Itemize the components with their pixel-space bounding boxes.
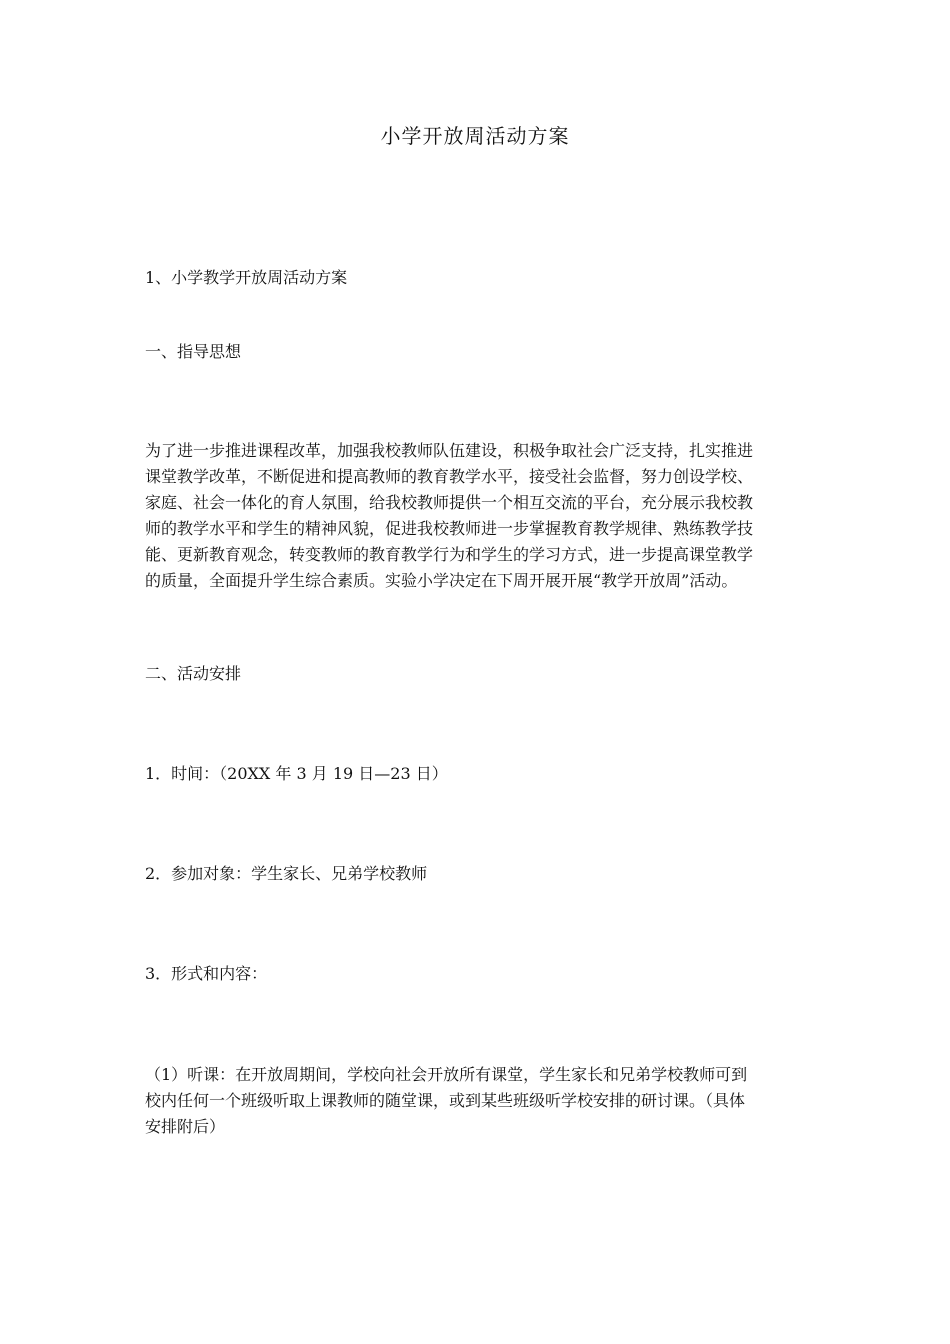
paragraph-line: 校内任何一个班级听取上课教师的随堂课，或到某些班级听学校安排的研讨课。（具体 bbox=[145, 1091, 746, 1110]
paragraph-line: 为了进一步推进课程改革，加强我校教师队伍建设，积极争取社会广泛支持，扎实推进 bbox=[145, 441, 754, 460]
heading-1: 1、小学教学开放周活动方案 bbox=[145, 268, 348, 287]
paragraph-line: 能、更新教育观念，转变教师的教育教学行为和学生的学习方式，进一步提高课堂教学 bbox=[145, 545, 754, 564]
section-heading-activity-plan: 二、活动安排 bbox=[145, 664, 242, 683]
document-title: 小学开放周活动方案 bbox=[380, 124, 570, 148]
paragraph-line: （1）听课：在开放周期间，学校向社会开放所有课堂，学生家长和兄弟学校教师可到 bbox=[145, 1065, 748, 1084]
paragraph-line: 家庭、社会一体化的育人氛围，给我校教师提供一个相互交流的平台，充分展示我校教 bbox=[145, 493, 754, 512]
item-participants: 2．参加对象：学生家长、兄弟学校教师 bbox=[145, 864, 428, 883]
paragraph-line: 课堂教学改革，不断促进和提高教师的教育教学水平，接受社会监督，努力创设学校、 bbox=[145, 467, 754, 486]
paragraph-guiding-idea bbox=[145, 438, 807, 594]
paragraph-line: 师的教学水平和学生的精神风貌，促进我校教师进一步掌握教育教学规律、熟练教学技 bbox=[145, 519, 754, 538]
paragraph-line: 的质量，全面提升学生综合素质。实验小学决定在下周开展开展“教学开放周”活动。 bbox=[145, 571, 738, 590]
section-heading-guiding-idea: 一、指导思想 bbox=[145, 342, 242, 361]
item-format: 3．形式和内容： bbox=[145, 964, 268, 983]
paragraph-lesson-observation bbox=[145, 1062, 807, 1140]
item-time: 1．时间：（20XX 年 3 月 19 日—23 日） bbox=[145, 764, 448, 783]
paragraph-line: 安排附后） bbox=[145, 1117, 226, 1136]
